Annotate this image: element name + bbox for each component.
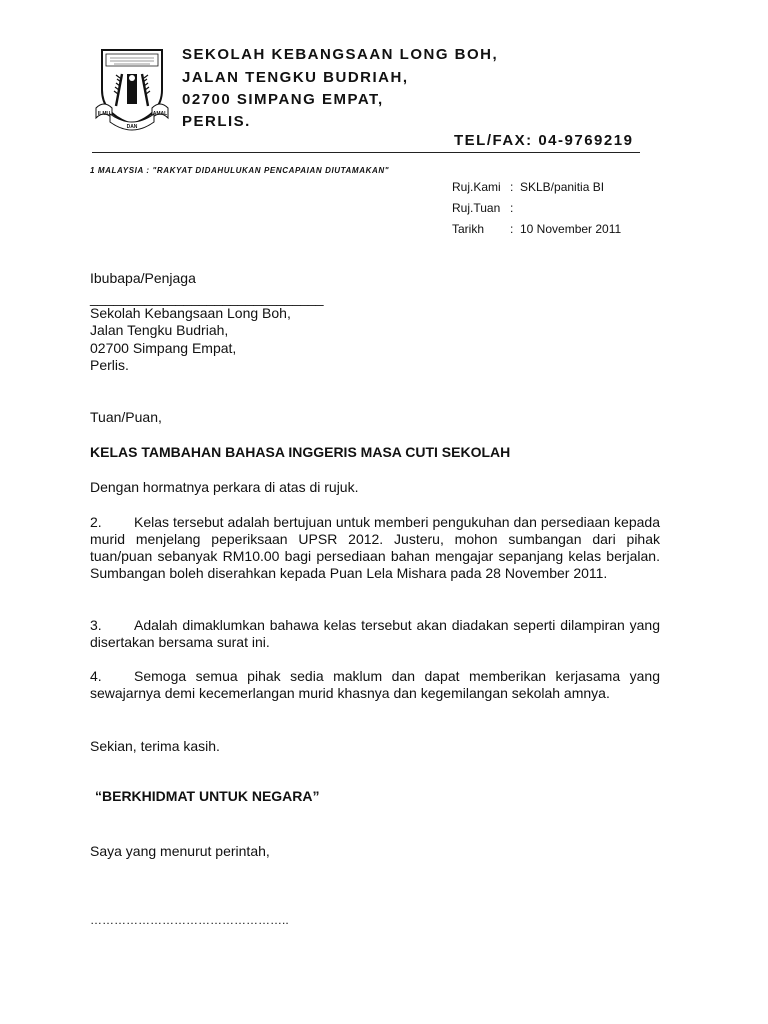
reference-value: SKLB/panitia BI [520, 180, 605, 194]
paragraph-number: 2. [90, 514, 102, 530]
school-postcode-city: 02700 SIMPANG EMPAT, [182, 91, 384, 108]
recipient-line-1: Sekolah Kebangsaan Long Boh, [90, 305, 291, 321]
motto: 1 MALAYSIA : "RAKYAT DIDAHULUKAN PENCAPAIAN DIUTAMAKAN" [90, 166, 390, 175]
header-divider [92, 152, 640, 153]
school-crest-logo [94, 44, 170, 132]
recipient-line-2: Jalan Tengku Budriah, [90, 322, 229, 338]
crest-ribbon-right: AMAL [152, 111, 168, 117]
paragraph-text: Adalah dimaklumkan bahawa kelas tersebut akan diadakan seperti dilampiran yang disertakan bersama surat ini. [90, 617, 660, 650]
paragraph-4 [90, 668, 660, 702]
closing: Sekian, terima kasih. [90, 738, 220, 754]
paragraph-text: Semoga semua pihak sedia maklum dan dapat memberikan kerjasama yang sewajarnya demi kecemerlangan murid khasnya dan kegemilangan sekolah amnya. [90, 668, 660, 701]
recipient-title: Ibubapa/Penjaga [90, 270, 196, 286]
paragraph-number: 4. [90, 668, 102, 684]
recipient-line-4: Perlis. [90, 357, 129, 373]
reference-label: Ruj.Kami [452, 180, 501, 194]
slogan: “BERKHIDMAT UNTUK NEGARA” [95, 788, 320, 804]
opening-line: Dengan hormatnya perkara di atas di rujuk. [90, 479, 359, 495]
reference-label: Ruj.Tuan [452, 201, 501, 215]
tel-fax: TEL/FAX: 04-9769219 [454, 132, 634, 149]
reference-tarikh: Tarikh : 10 November 2011 [452, 222, 622, 236]
salutation: Tuan/Puan, [90, 409, 162, 425]
paragraph-2 [90, 514, 660, 582]
recipient-line-3: 02700 Simpang Empat, [90, 340, 237, 356]
paragraph-number: 3. [90, 617, 102, 633]
reference-ruj-kami: Ruj.Kami : SKLB/panitia BI [452, 180, 605, 194]
reference-ruj-tuan: Ruj.Tuan : [452, 201, 514, 215]
crest-ribbon-center: DAN [126, 124, 138, 130]
reference-value: 10 November 2011 [520, 222, 622, 236]
signature-line: ………………………………………….. [90, 913, 289, 927]
school-state: PERLIS. [182, 113, 251, 130]
reference-label: Tarikh [452, 222, 485, 236]
school-street: JALAN TENGKU BUDRIAH, [182, 69, 409, 86]
school-name: SEKOLAH KEBANGSAAN LONG BOH, [182, 46, 499, 63]
recipient-blank-line: ______________________________ [90, 290, 324, 306]
sign-off: Saya yang menurut perintah, [90, 843, 270, 859]
paragraph-3 [90, 617, 660, 651]
paragraph-text: Kelas tersebut adalah bertujuan untuk memberi pengukuhan dan persediaan kepada murid menjelang peperiksaan UPSR 2012. Justeru, mohon sumbangan dari pihak tuan/puan sebanyak RM10.00 bagi persediaan bahan mengajar sepanjang kelas berjalan. Sumbangan boleh diserahkan kepada Puan Lela Mishara pada 28 November 2011. [90, 514, 660, 581]
crest-ribbon-left: ILMU [97, 111, 111, 117]
subject-heading: KELAS TAMBAHAN BAHASA INGGERIS MASA CUTI SEKOLAH [90, 444, 511, 460]
